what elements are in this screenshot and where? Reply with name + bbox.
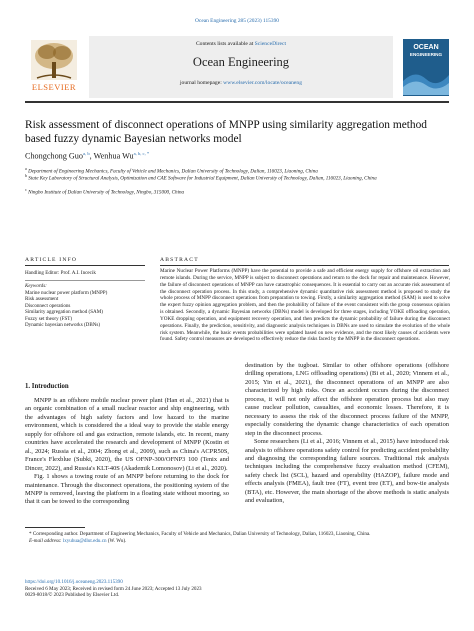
cover-title-line-2: ENGINEERING (409, 52, 443, 57)
email-note (25, 538, 449, 545)
author-name[interactable]: Chongchong Guo (25, 151, 83, 161)
intro-left-column (25, 397, 229, 507)
affiliation-text: Department of Engineering Mechanics, Faculty of Vehicle and Mechanics, Dalian University of Technology, Dalian, 116023, Liaoning, China (28, 168, 318, 175)
homepage-line (89, 80, 393, 86)
email-suffix: (W. Wu). (106, 537, 127, 544)
doi-link[interactable]: https://doi.org/10.1016/j.oceaneng.2023.115390 (25, 579, 123, 585)
sciencedirect-link[interactable]: ScienceDirect (254, 41, 287, 47)
tree-logo-icon (25, 38, 83, 94)
masthead-rule (25, 101, 449, 103)
journal-reference[interactable]: Ocean Engineering 285 (2023) 115390 (195, 18, 279, 24)
cover-title-line-1: OCEAN (413, 44, 439, 51)
paragraph: destination by the tugboat. Similar to other offshore operations (offshore drilling operations, LNG offloading operations) (Bi et al., 2020; Vinnem et al., 2015; Yin et al., 2021), the disconnect operations of an MNPP are also characterized by high risks. Once an accident occurs during the disconnect process, it will not only affect the offshore operation process but also may cause nuclear pollution, casualties, and economic losses. Therefore, it is necessary to assess the risk of the disconnect process failure of the MNPP, especially considering the dynamic change characteristics of each operation step in the disconnect process. (245, 362, 449, 437)
journal-masthead (25, 36, 449, 98)
keyword[interactable]: Marine nuclear power platform (MNPP) (25, 290, 108, 296)
article-info-heading: ARTICLE INFO (25, 257, 78, 263)
keyword[interactable]: Disconnect operations (25, 302, 71, 309)
article-footer (25, 579, 202, 599)
elsevier-logo (25, 38, 83, 94)
affiliation-text: State Key Laboratory of Structural Analysis, Optimization and CAE Software for Industrial Equipment, Dalian University of Technology, Dalian, 116023, Liaoning, China (28, 175, 377, 182)
affiliation-marker: b (25, 173, 27, 178)
affiliation (25, 187, 435, 196)
cover-wave-icon (403, 61, 449, 95)
author-affiliation-marker[interactable]: a, b (83, 151, 90, 156)
footnotes (25, 531, 449, 544)
author-name[interactable]: Wenhua Wu (93, 151, 134, 161)
journal-title: Ocean Engineering (192, 55, 290, 69)
corresponding-author-note: * Corresponding author. Department of Engineering Mechanics, Faculty of Vehicle and Mechanics, Dalian University of Technology, Dalian, 116023, Liaoning, China. (29, 531, 371, 537)
abstract-text: Marine Nuclear Power Platforms (MNPP) have the potential to provide a safe and efficient energy supply for offshore oil extraction and remote islands. During the service, MNPP is subject to disconnect operations and return to the dock for repair and maintenance. However, the failure of disconnect operations of MNPP can have catastrophic consequences. It is essential to carry out an accurate risk assessment of the disconnect operation process. In this study, a comprehensive dynamic quantitative risk assessment method is proposed to study the whole process of MNPP disconnect operations from preparation to towing. Firstly, a similarity aggregation method (SAM) is used to solve the expert fuzzy opinion aggregation problem, and then the probability of failure of the event consistent with the group consensus opinion is obtained. Secondly, a dynamic Bayesian networks (DBNs) model is developed for three stages, including YOKE offloading operation, YOKE dropping operation, and equipment recovery operation, and then predicts the dynamic probability of failure during the disconnect operations. Finally, the prediction, sensitivity, and diagnostic analysis techniques in DBNs are used to simulate the evolution of the whole risk system. Meanwhile, the basic events probabilities were updated based on new evidence, and the most likely causes of accidents were found. Safety control measures are developed to effectively reduce the risks faced by the MNPP in the disconnect operations. (160, 268, 450, 343)
received-dates: Received 6 May 2023; Received in revised form 24 June 2023; Accepted 13 July 2023 (25, 585, 202, 592)
handling-editor: Handling Editor: Prof. A.I. Incecik (25, 270, 96, 276)
keywords-label: Keywords: (25, 283, 47, 289)
affiliation (25, 173, 435, 182)
keywords-list (25, 290, 107, 328)
paragraph: Fig. 1 shows a towing route of an MNPP before returning to the dock for maintenance. Through the disconnect operations, the positioning system of the MNPP is removed, leaving the platform in a floating state without mooring, so that it can be towed to the corresponding (25, 473, 229, 506)
contents-prefix: Contents lists available at (195, 41, 255, 47)
keyword[interactable]: Fuzzy set theory (FST) (25, 315, 73, 322)
paragraph: Some researchers (Li et al., 2016; Vinnem et al., 2015) have introduced risk analysis to offshore operations safety control for predicting accident probability and diagnosing the corresponding failure sources. Traditional risk analysis techniques including the comprehensive fuzzy evaluation method (CFEM), safety check list (SCL), hazard and operability (HAZOP), failure mode and effects analysis (FMEA), fault tree (FT), event tree (ET), and bow-tie analysis (BTA), etc. However, the main shortage of the above methods is static analysis and evaluation, (245, 438, 449, 505)
author-affiliation-marker[interactable]: a, b, c, * (133, 151, 150, 156)
article-info-rule (25, 265, 145, 266)
footnote-rule (25, 527, 85, 528)
copyright-line: 0029-8018/© 2023 Published by Elsevier Ltd. (25, 592, 120, 598)
keyword[interactable]: Risk assessment (25, 296, 59, 303)
abstract-heading: ABSTRACT (160, 257, 199, 263)
journal-info-box (89, 36, 393, 98)
affiliation-marker: a (25, 166, 27, 171)
abstract-rule (160, 265, 449, 266)
journal-cover-thumbnail[interactable] (403, 39, 449, 96)
article-title: Risk assessment of disconnect operations of MNPP using similarity aggregation method based fuzzy dynamic Bayesian networks model (25, 119, 427, 145)
homepage-link[interactable]: www.elsevier.com/locate/oceaneng (223, 80, 303, 86)
contents-line (89, 41, 393, 47)
email-label: E-mail address: (29, 537, 63, 544)
paragraph: MNPP is an offshore mobile nuclear power plant (Han et al., 2021) that is an organic combination of a small nuclear reactor and ship engineering, with the advantages of high safety factors and low hazard to the marine environment, which is considered the a ideal way to provide the stable energy supply for offshore oil and gas extraction, remote islands, etc. In recent, many countries have accelerated the research and development of MNPP (Kostin et al., 2024; Russia et al., 2004; Zhong et al., 2009), such as China's ACPR50S, France's Flexblue (Subki, 2020), the US OFNP-300/OFNP3 100 (Tenix and Dincer, 2022), and Russia's KLT-40S (Akademik Lomonosov) (Li et al., 2020). (25, 397, 229, 472)
section-heading: 1. Introduction (25, 383, 69, 390)
affiliation-marker: c (25, 187, 27, 192)
homepage-prefix: journal homepage: (179, 80, 224, 86)
keyword[interactable]: Dynamic bayesian networks (DBNs) (25, 322, 101, 329)
keyword[interactable]: Similarity aggregation method (SAM) (25, 309, 103, 316)
elsevier-wordmark: ELSEVIER (31, 82, 77, 92)
author-list: Chongchong Guo$^{a, b}$, Wenhua $Wu^{a, b, c, *}$ (25, 151, 150, 161)
affiliation-text: Ningbo Institute of Dalian University of Technology, Ningbo, 315000, China (28, 189, 185, 196)
editor-rule (25, 280, 145, 281)
intro-right-column (245, 362, 449, 506)
email-link[interactable]: lxyuhua@dlut.edu.cn (62, 537, 107, 544)
